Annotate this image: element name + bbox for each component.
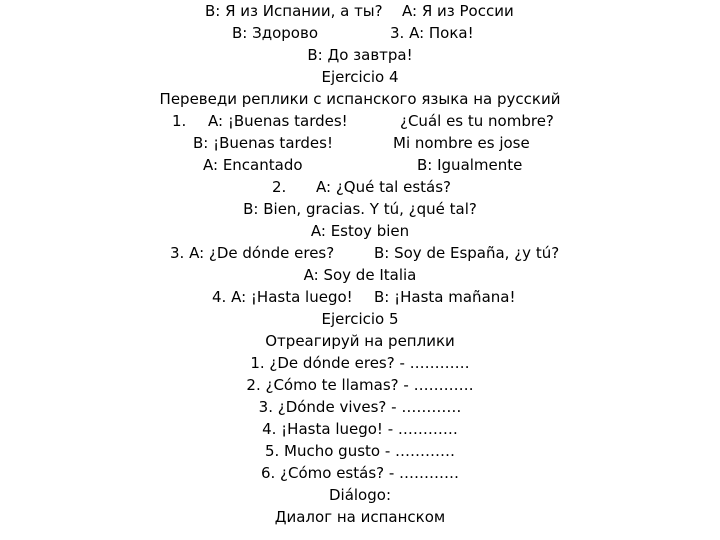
dialog-line-a-bye: 3. A: Пока! (390, 24, 474, 42)
exercise-5-item-4: 4. ¡Hasta luego! - ………… (262, 420, 458, 438)
dialog-a-good-afternoon: A: ¡Buenas tardes! (208, 112, 348, 130)
dialog-what-is-your-name: ¿Cuál es tu nombre? (400, 112, 554, 130)
exercise-5-item-1: 1. ¿De dónde eres? - ………… (250, 354, 470, 372)
text-line-2 (0, 22, 720, 44)
text-line-19 (0, 396, 720, 418)
exercise-5-heading: Ejercicio 5 (321, 310, 399, 328)
text-line-23 (0, 484, 720, 506)
text-line-6 (0, 110, 720, 132)
text-line-24 (0, 506, 720, 528)
exercise-5-item-2: 2. ¿Cómo te llamas? - ………… (246, 376, 474, 394)
dialog-my-name-is-jose: Mi nombre es jose (393, 134, 530, 152)
dialog-b-see-you-tomorrow: B: ¡Hasta mañana! (374, 288, 516, 306)
text-line-22 (0, 462, 720, 484)
text-line-7 (0, 132, 720, 154)
text-line-9 (0, 176, 720, 198)
text-line-14 (0, 286, 720, 308)
text-line-1 (0, 0, 720, 22)
dialog-line-b-tomorrow: B: До завтра! (307, 46, 413, 64)
dialog-a-how-are-you: A: ¿Qué tal estás? (316, 178, 451, 196)
exercise-4-instruction: Переведи реплики с испанского языка на русский (159, 90, 561, 108)
exercise-5-item-6: 6. ¿Cómo estás? - ………… (260, 464, 460, 482)
text-line-13 (0, 264, 720, 286)
text-line-4 (0, 66, 720, 88)
text-line-16 (0, 330, 720, 352)
text-line-15 (0, 308, 720, 330)
dialog-b-good-afternoon: B: ¡Buenas tardes! (193, 134, 333, 152)
text-line-5 (0, 88, 720, 110)
text-line-18 (0, 374, 720, 396)
text-line-8 (0, 154, 720, 176)
item-number-2: 2. (272, 178, 287, 196)
exercise-5-item-5: 5. Mucho gusto - ………… (264, 442, 456, 460)
exercise-5-item-3: 3. ¿Dónde vives? - ………… (258, 398, 462, 416)
dialogue-subheading: Диалог на испанском (274, 508, 446, 526)
text-line-17 (0, 352, 720, 374)
dialog-line-b-spain: B: Я из Испании, а ты? (205, 2, 383, 20)
text-line-11 (0, 220, 720, 242)
dialog-a-from-italy: A: Soy de Italia (303, 266, 417, 284)
text-line-10 (0, 198, 720, 220)
text-line-21 (0, 440, 720, 462)
dialogue-heading: Diálogo: (328, 486, 391, 504)
text-line-12 (0, 242, 720, 264)
dialog-a-im-fine: A: Estoy bien (310, 222, 410, 240)
text-line-3 (0, 44, 720, 66)
dialog-b-fine-thanks: B: Bien, gracias. Y tú, ¿qué tal? (243, 200, 477, 218)
exercise-4-heading: Ejercicio 4 (321, 68, 399, 86)
dialog-4-see-you-later: 4. A: ¡Hasta luego! (212, 288, 353, 306)
text-line-20 (0, 418, 720, 440)
dialog-b-from-spain: B: Soy de España, ¿y tú? (374, 244, 560, 262)
dialog-a-pleased: A: Encantado (203, 156, 303, 174)
exercise-5-instruction: Отреагируй на реплики (265, 332, 455, 350)
dialog-line-a-russia: A: Я из России (402, 2, 514, 20)
item-number-1: 1. (172, 112, 187, 130)
dialog-3-where-from: 3. A: ¿De dónde eres? (170, 244, 335, 262)
dialog-b-likewise: B: Igualmente (417, 156, 523, 174)
dialog-line-b-great: B: Здорово (232, 24, 318, 42)
